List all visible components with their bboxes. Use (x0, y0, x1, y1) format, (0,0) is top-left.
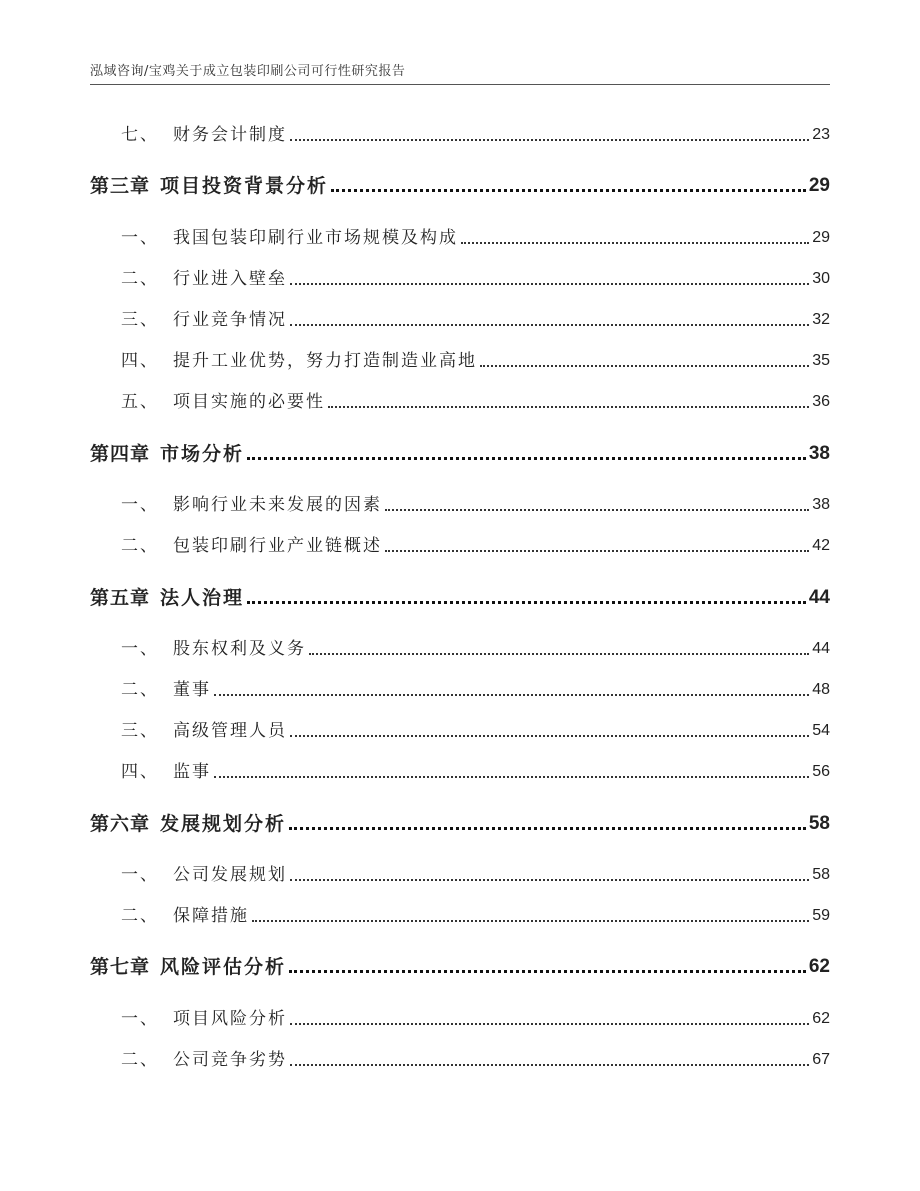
toc-entry-row[interactable] (90, 227, 830, 249)
toc-chapter-row[interactable] (90, 956, 830, 978)
toc-number: 第六章 (90, 813, 151, 835)
toc-number: 二、 (121, 906, 159, 926)
toc-entry-row[interactable] (90, 761, 830, 783)
dot-leader (461, 242, 809, 244)
dot-leader (290, 735, 809, 737)
toc-number: 二、 (121, 536, 159, 556)
dot-leader (247, 601, 806, 604)
toc-page-number: 32 (812, 311, 830, 328)
toc-number: 一、 (121, 228, 159, 248)
toc-title: 财务会计制度 (173, 125, 287, 145)
toc-number: 第七章 (90, 956, 151, 978)
toc-entry-row[interactable] (90, 309, 830, 331)
toc-page-number: 29 (808, 175, 830, 196)
toc-chapter-row[interactable] (90, 443, 830, 465)
toc-entry-row[interactable] (90, 391, 830, 413)
header-divider (90, 84, 830, 85)
toc-page-number: 56 (812, 763, 830, 780)
toc-entry-row[interactable] (90, 268, 830, 290)
toc-title: 影响行业未来发展的因素 (173, 495, 382, 515)
toc-page-number: 58 (812, 866, 830, 883)
toc-page-number: 42 (812, 537, 830, 554)
toc-page-number: 67 (812, 1051, 830, 1068)
toc-entry-row[interactable] (90, 679, 830, 701)
toc-number: 七、 (121, 125, 159, 145)
toc-title: 行业进入壁垒 (173, 269, 287, 289)
toc-page-number: 29 (812, 229, 830, 246)
toc-title: 法人治理 (160, 587, 245, 609)
running-header: 泓域咨询/宝鸡关于成立包装印刷公司可行性研究报告 (90, 64, 406, 79)
dot-leader (290, 283, 809, 285)
dot-leader (214, 694, 809, 696)
toc-number: 四、 (121, 762, 159, 782)
toc-page-number: 54 (812, 722, 830, 739)
toc-title: 风险评估分析 (160, 956, 287, 978)
dot-leader (385, 550, 809, 552)
dot-leader (290, 1023, 809, 1025)
toc-page-number: 35 (812, 352, 830, 369)
dot-leader (290, 1064, 809, 1066)
dot-leader (289, 970, 806, 973)
toc-entry-row[interactable] (90, 864, 830, 886)
toc-title: 股东权利及义务 (173, 639, 306, 659)
dot-leader (289, 827, 806, 830)
toc-number: 三、 (121, 721, 159, 741)
toc-title: 项目投资背景分析 (160, 175, 329, 197)
toc-number: 第四章 (90, 443, 151, 465)
toc-title: 公司发展规划 (173, 865, 287, 885)
toc-title: 提升工业优势，努力打造制造业高地 (173, 351, 477, 371)
toc-number: 五、 (121, 392, 159, 412)
toc-number: 一、 (121, 865, 159, 885)
toc-number: 第三章 (90, 175, 151, 197)
toc-page-number: 38 (812, 496, 830, 513)
toc-page-number: 30 (812, 270, 830, 287)
dot-leader (328, 406, 809, 408)
dot-leader (331, 189, 806, 192)
toc-number: 一、 (121, 639, 159, 659)
toc-title: 市场分析 (160, 443, 245, 465)
toc-entry-row[interactable] (90, 1049, 830, 1071)
dot-leader (309, 653, 809, 655)
toc-entry-row[interactable] (90, 350, 830, 372)
toc-chapter-row[interactable] (90, 175, 830, 197)
toc-entry-row[interactable] (90, 124, 830, 146)
toc-title: 董事 (173, 680, 211, 700)
toc-entry-row[interactable] (90, 535, 830, 557)
toc-page-number: 38 (808, 443, 830, 464)
toc-number: 第五章 (90, 587, 151, 609)
toc-page-number: 23 (812, 126, 830, 143)
toc-page-number: 62 (808, 956, 830, 977)
toc-number: 二、 (121, 1050, 159, 1070)
toc-page-number: 59 (812, 907, 830, 924)
toc-page-number: 58 (808, 813, 830, 834)
dot-leader (290, 879, 809, 881)
toc-number: 二、 (121, 269, 159, 289)
toc-number: 三、 (121, 310, 159, 330)
toc-title: 发展规划分析 (160, 813, 287, 835)
dot-leader (290, 139, 809, 141)
toc-entry-row[interactable] (90, 638, 830, 660)
toc-page-number: 44 (812, 640, 830, 657)
toc-number: 二、 (121, 680, 159, 700)
toc-chapter-row[interactable] (90, 813, 830, 835)
toc-entry-row[interactable] (90, 1008, 830, 1030)
dot-leader (252, 920, 809, 922)
dot-leader (290, 324, 809, 326)
toc-entry-row[interactable] (90, 494, 830, 516)
dot-leader (480, 365, 809, 367)
toc-title: 我国包装印刷行业市场规模及构成 (173, 228, 458, 248)
toc-page-number: 62 (812, 1010, 830, 1027)
dot-leader (214, 776, 809, 778)
toc-entry-row[interactable] (90, 720, 830, 742)
toc-title: 监事 (173, 762, 211, 782)
toc-entry-row[interactable] (90, 905, 830, 927)
toc-number: 四、 (121, 351, 159, 371)
toc-title: 包装印刷行业产业链概述 (173, 536, 382, 556)
toc-number: 一、 (121, 495, 159, 515)
toc-page-number: 48 (812, 681, 830, 698)
toc-chapter-row[interactable] (90, 587, 830, 609)
toc-title: 保障措施 (173, 906, 249, 926)
toc-title: 公司竞争劣势 (173, 1050, 287, 1070)
toc-page-number: 36 (812, 393, 830, 410)
dot-leader (247, 457, 806, 460)
toc-title: 项目实施的必要性 (173, 392, 325, 412)
toc-title: 行业竞争情况 (173, 310, 287, 330)
toc-page-number: 44 (808, 587, 830, 608)
toc-title: 项目风险分析 (173, 1009, 287, 1029)
toc-number: 一、 (121, 1009, 159, 1029)
toc-title: 高级管理人员 (173, 721, 287, 741)
dot-leader (385, 509, 809, 511)
